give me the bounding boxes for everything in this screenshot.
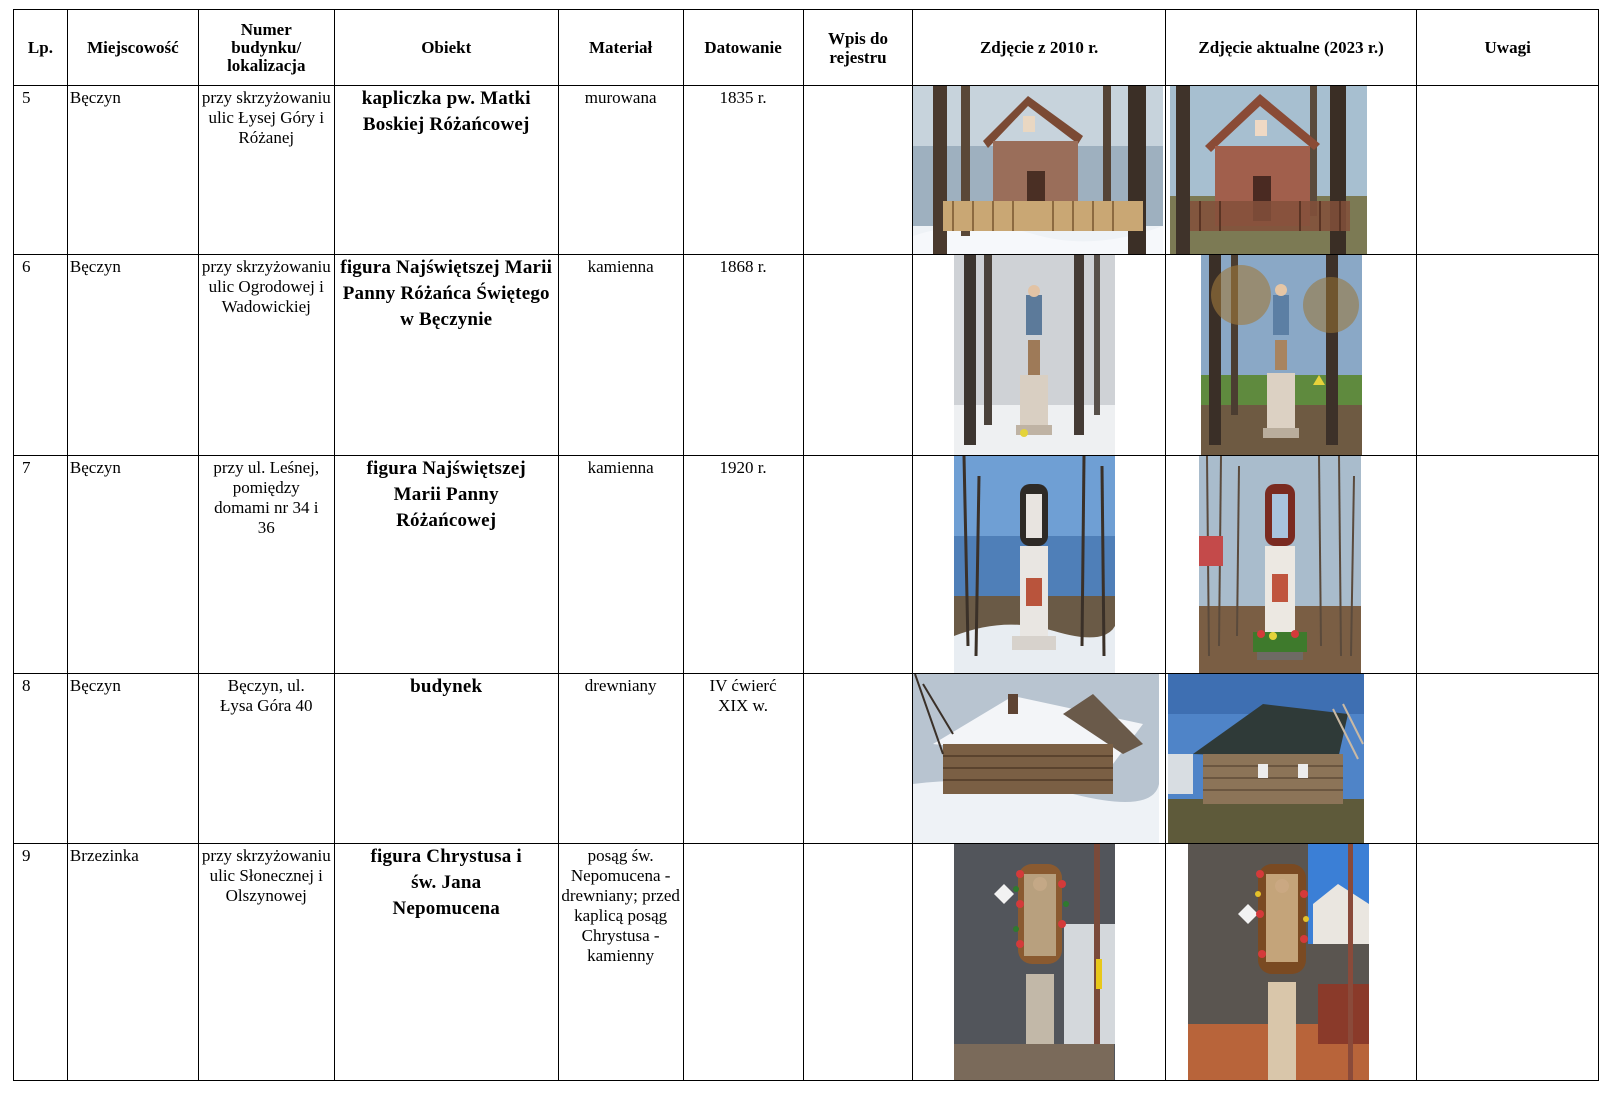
cell-obiekt-text: figura Chrystusa i św. Jana Nepomucena — [370, 846, 522, 919]
chapel-photo-2010 — [913, 86, 1163, 255]
header-uwagi: Uwagi — [1417, 10, 1599, 86]
cell-datowanie — [683, 844, 803, 1081]
cell-lp: 6 — [14, 255, 68, 456]
header-material: Materiał — [558, 10, 683, 86]
cell-datowanie-text: IV ćwierć XIX w. — [709, 676, 777, 715]
house-photo-2023 — [1168, 674, 1364, 844]
cell-miejscowosc: Bęczyn — [67, 674, 198, 844]
cell-uwagi — [1417, 844, 1599, 1081]
cell-wpis — [803, 844, 913, 1081]
table-row — [14, 674, 1599, 844]
statue-photo-2023 — [1199, 456, 1361, 674]
cell-uwagi — [1417, 255, 1599, 456]
cell-uwagi — [1417, 674, 1599, 844]
cell-photo-2010 — [913, 674, 1165, 844]
cell-photo-2023 — [1165, 255, 1416, 456]
cell-datowanie: 1920 r. — [683, 456, 803, 674]
cell-material: murowana — [558, 86, 683, 255]
cell-photo-2023 — [1165, 844, 1416, 1081]
chapel-photo-2023 — [1170, 86, 1367, 255]
cell-wpis — [803, 255, 913, 456]
table-row — [14, 86, 1599, 255]
cell-material: kamienna — [558, 255, 683, 456]
cell-material: kamienna — [558, 456, 683, 674]
cell-miejscowosc: Brzezinka — [67, 844, 198, 1081]
header-obiekt: Obiekt — [334, 10, 558, 86]
cell-lp: 8 — [14, 674, 68, 844]
cell-datowanie: 1868 r. — [683, 255, 803, 456]
header-lp: Lp. — [14, 10, 68, 86]
cell-lokalizacja: przy skrzyżowaniu ulic Słonecznej i Olszynowej — [198, 844, 334, 1081]
house-photo-2010 — [913, 674, 1159, 844]
statue-photo-2023 — [1201, 255, 1362, 456]
header-datowanie: Datowanie — [683, 10, 803, 86]
cell-miejscowosc: Bęczyn — [67, 456, 198, 674]
cell-photo-2023 — [1165, 456, 1416, 674]
figure-photo-2023 — [1188, 844, 1369, 1081]
cell-photo-2010 — [913, 255, 1165, 456]
header-numer-text: Numer budynku/ lokalizacja — [227, 19, 306, 75]
header-numer — [198, 10, 334, 86]
cell-lp: 7 — [14, 456, 68, 674]
cell-lokalizacja-text: przy ul. Leśnej, pomiędzy domami nr 34 i 36 — [213, 458, 320, 537]
cell-obiekt — [334, 456, 558, 674]
cell-miejscowosc: Bęczyn — [67, 255, 198, 456]
cell-material: posąg św. Nepomucena - drewniany; przed kaplicą posąg Chrystusa - kamienny — [558, 844, 683, 1081]
cell-wpis — [803, 86, 913, 255]
cell-photo-2023 — [1165, 86, 1416, 255]
cell-photo-2010 — [913, 456, 1165, 674]
statue-photo-2010 — [954, 456, 1115, 674]
cell-datowanie: 1835 r. — [683, 86, 803, 255]
header-zdjecie-2023: Zdjęcie aktualne (2023 r.) — [1165, 10, 1416, 86]
cell-lokalizacja: przy skrzyżowaniu ulic Ogrodowej i Wadowickiej — [198, 255, 334, 456]
cell-obiekt: kapliczka pw. Matki Boskiej Różańcowej — [334, 86, 558, 255]
header-zdjecie-2010: Zdjęcie z 2010 r. — [913, 10, 1165, 86]
cell-obiekt: budynek — [334, 674, 558, 844]
header-miejscowosc: Miejscowość — [67, 10, 198, 86]
statue-photo-2010 — [954, 255, 1115, 456]
cell-material: drewniany — [558, 674, 683, 844]
cell-wpis — [803, 456, 913, 674]
cell-datowanie — [683, 674, 803, 844]
table-row — [14, 456, 1599, 674]
figure-photo-2010 — [954, 844, 1115, 1081]
cell-lokalizacja-text: Bęczyn, ul. Łysa Góra 40 — [220, 676, 313, 715]
cell-photo-2023 — [1165, 674, 1416, 844]
monuments-table — [13, 9, 1599, 1081]
cell-obiekt — [334, 844, 558, 1081]
header-wpis-text: Wpis do rejestru — [827, 28, 888, 67]
header-row — [14, 10, 1599, 86]
cell-photo-2010 — [913, 844, 1165, 1081]
cell-lokalizacja — [198, 456, 334, 674]
cell-lp: 9 — [14, 844, 68, 1081]
table-row — [14, 844, 1599, 1081]
cell-photo-2010 — [913, 86, 1165, 255]
cell-obiekt: figura Najświętszej Marii Panny Różańca Świętego w Bęczynie — [334, 255, 558, 456]
cell-lokalizacja — [198, 674, 334, 844]
table-row — [14, 255, 1599, 456]
cell-miejscowosc: Bęczyn — [67, 86, 198, 255]
cell-lokalizacja: przy skrzyżowaniu ulic Łysej Góry i Różanej — [198, 86, 334, 255]
cell-wpis — [803, 674, 913, 844]
cell-uwagi — [1417, 86, 1599, 255]
header-wpis — [803, 10, 913, 86]
cell-obiekt-text: figura Najświętszej Marii Panny Różańcowej — [366, 458, 526, 531]
cell-uwagi — [1417, 456, 1599, 674]
cell-lp: 5 — [14, 86, 68, 255]
